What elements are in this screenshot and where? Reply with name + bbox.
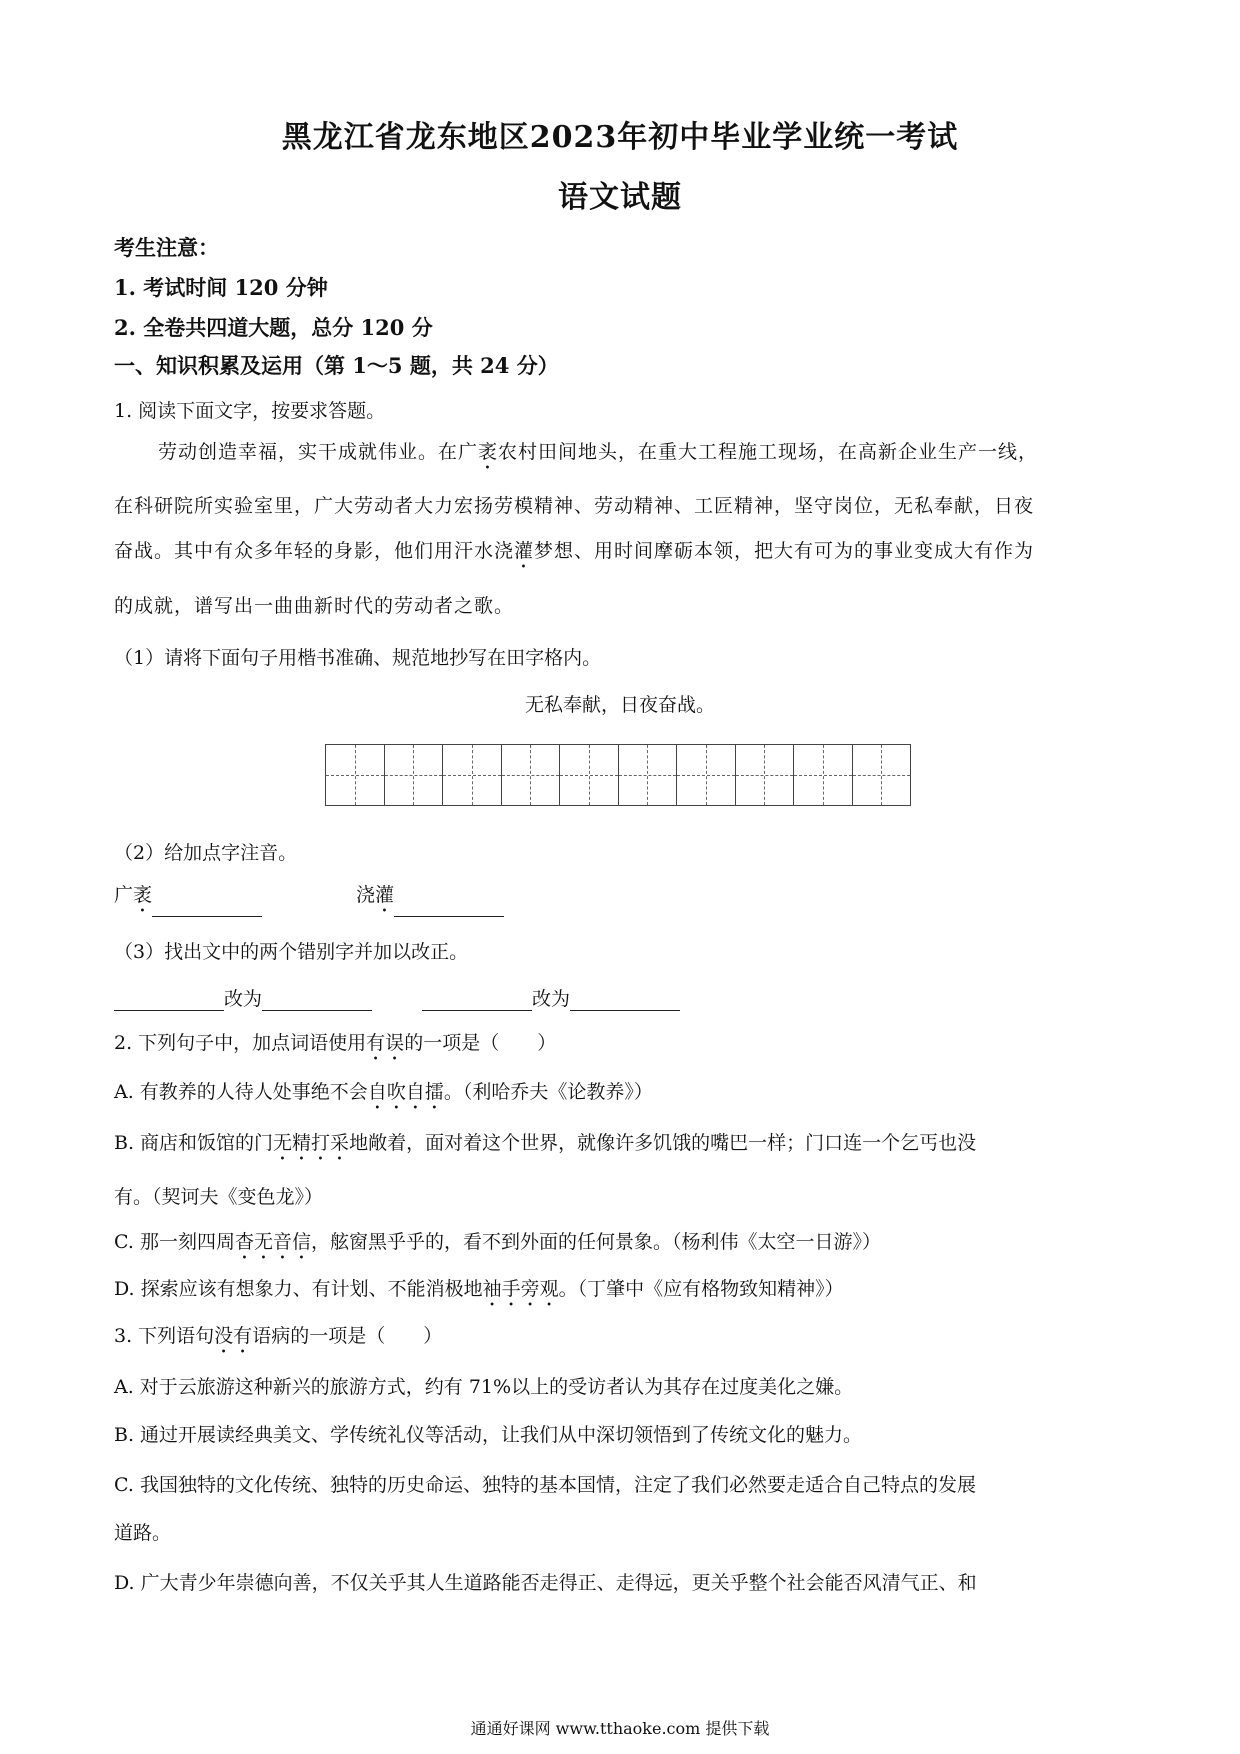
q2-option-b[interactable]: B. 商店和饭馆的门无精打采地敞着，面对着这个世界，就像许多饥饿的嘴巴一样；门口连一个乞丐也没 [114, 1132, 977, 1154]
exam-title: 黑龙江省龙东地区2023年初中毕业学业统一考试 [281, 120, 959, 155]
grid-cell[interactable] [736, 744, 795, 806]
answer-blank[interactable] [570, 992, 680, 1011]
notice-heading: 考生注意： [114, 235, 219, 260]
answer-blank[interactable] [152, 898, 262, 917]
q2-option-d[interactable]: D. 探索应该有想象力、有计划、不能消极地袖手旁观。（丁肇中《应有格物致知精神》） [114, 1278, 844, 1300]
q1-sub-3: （3）找出文中的两个错别字并加以改正。 [114, 941, 469, 963]
grid-cell[interactable] [560, 744, 619, 806]
copy-sentence: 无私奉献，日夜奋战。 [524, 694, 715, 716]
q1-stem: 1. 阅读下面文字，按要求答题。 [114, 400, 386, 422]
footer-text: 通通好课网 www.tthaoke.com 提供下载 [470, 1719, 770, 1738]
grid-cell[interactable] [326, 744, 385, 806]
passage-line-2: 在科研院所实验室里，广大劳动者大力宏扬劳模精神、劳动精神、工匠精神，坚守岗位，无私奉献，日夜 [114, 495, 1035, 517]
answer-blank[interactable] [394, 898, 504, 917]
q3-option-c[interactable]: C. 我国独特的文化传统、独特的历史命运、独特的基本国情，注定了我们必然要走适合自己特点的发展 [114, 1474, 976, 1496]
q3-option-a[interactable]: A. 对于云旅游这种新兴的旅游方式，约有 71%以上的受访者认为其存在过度美化之嫌。 [114, 1376, 854, 1398]
tianzige-grid[interactable] [325, 744, 911, 806]
correction-row-2: 改为 [422, 984, 680, 1011]
section-1-heading: 一、知识积累及运用（第 1～5 题，共 24 分） [114, 353, 559, 378]
passage-line-1: 劳动创造幸福，实干成就伟业。在广袤农村田间地头，在重大工程施工现场，在高新企业生产一线， [158, 441, 1039, 463]
passage-line-4: 的成就，谱写出一曲曲新时代的劳动者之歌。 [114, 595, 515, 617]
pinyin-blank-1: 广袤 [114, 880, 262, 917]
q1-sub-2: （2）给加点字注音。 [114, 842, 298, 864]
q2-option-a[interactable]: A. 有教养的人待人处事绝不会自吹自擂。（利哈乔夫《论教养》） [114, 1081, 653, 1103]
q1-sub-1: （1）请将下面句子用楷书准确、规范地抄写在田字格内。 [114, 647, 602, 669]
grid-cell[interactable] [385, 744, 444, 806]
notice-item-1: 1. 考试时间 120 分钟 [114, 275, 328, 300]
correction-row-1: 改为 [114, 984, 372, 1011]
answer-blank[interactable] [422, 992, 532, 1011]
exam-subtitle: 语文试题 [558, 180, 682, 215]
q3-stem: 3. 下列语句没有语病的一项是（ ） [114, 1325, 443, 1347]
q3-option-d[interactable]: D. 广大青少年崇德向善，不仅关乎其人生道路能否走得正、走得远，更关乎整个社会能否风清气正、和 [114, 1572, 977, 1594]
grid-cell[interactable] [853, 744, 912, 806]
q2-option-c[interactable]: C. 那一刻四周杳无音信，舷窗黑乎乎的，看不到外面的任何景象。（杨利伟《太空一日游》） [114, 1231, 881, 1253]
grid-cell[interactable] [794, 744, 853, 806]
q3-option-b[interactable]: B. 通过开展读经典美文、学传统礼仪等活动，让我们从中深切领悟到了传统文化的魅力。 [114, 1424, 863, 1446]
answer-blank[interactable] [114, 992, 224, 1011]
grid-cell[interactable] [443, 744, 502, 806]
q2-option-b-line-2: 有。（契诃夫《变色龙》） [114, 1186, 324, 1208]
q2-stem: 2. 下列句子中，加点词语使用有误的一项是（ ） [114, 1032, 557, 1054]
passage-line-3: 奋战。其中有众多年轻的身影，他们用汗水浇灌梦想、用时间摩砺本领，把大有可为的事业变成大有作为 [114, 540, 1035, 562]
notice-item-2: 2. 全卷共四道大题，总分 120 分 [114, 315, 433, 340]
grid-cell[interactable] [677, 744, 736, 806]
answer-blank[interactable] [262, 992, 372, 1011]
grid-cell[interactable] [619, 744, 678, 806]
grid-cell[interactable] [502, 744, 561, 806]
pinyin-blank-2: 浇灌 [356, 880, 504, 917]
q3-option-c-line-2: 道路。 [114, 1522, 172, 1544]
